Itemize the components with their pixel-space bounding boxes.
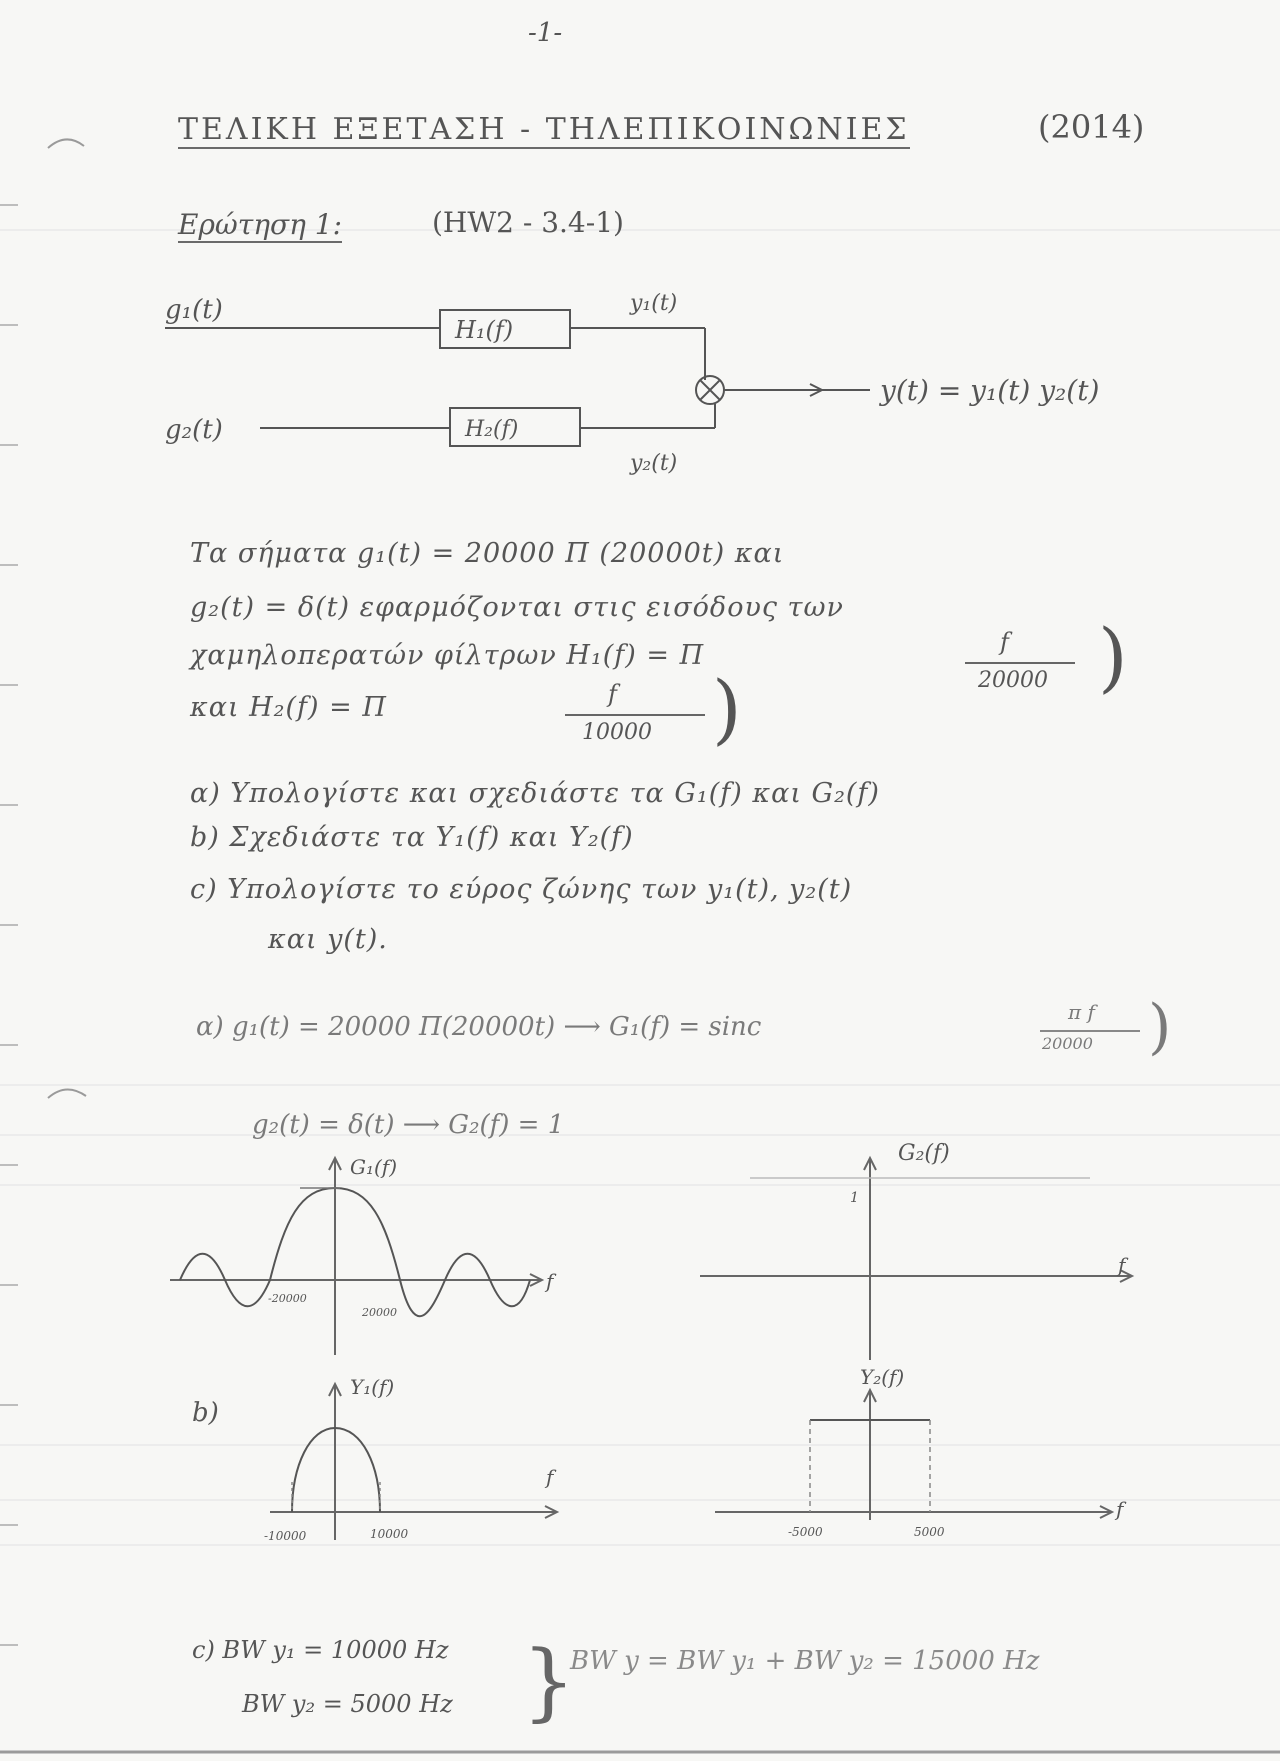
- sinc-fraction-bar: [1040, 1030, 1140, 1032]
- plot-y1: [250, 1370, 580, 1560]
- solution-c-result: BW y = BW y₁ + BW y₂ = 15000 Hz: [570, 1646, 1040, 1676]
- filter-h1-label: H₁(f): [455, 316, 514, 344]
- solution-a-line-1: α) g₁(t) = 20000 Π(20000t) ⟶ G₁(f) = sinc: [196, 1012, 762, 1042]
- h1-fraction-numerator: f: [1000, 628, 1009, 656]
- question-label: Ερώτηση 1:: [178, 208, 343, 241]
- title-year: (2014): [1038, 108, 1145, 146]
- h1-paren-right: ): [1098, 612, 1128, 701]
- plot-g2: [690, 1130, 1150, 1370]
- filter-h2-label: H₂(f): [465, 417, 519, 442]
- page-title: ΤΕΛΙΚΗ ΕΞΕΤΑΣΗ - ΤΗΛΕΠΙΚΟΙΝΩΝΙΕΣ: [178, 112, 910, 147]
- g2-level-label: 1: [850, 1190, 859, 1206]
- solution-c-line-1: c) BW y₁ = 10000 Hz: [192, 1636, 449, 1664]
- solution-c-brace: }: [522, 1632, 576, 1730]
- h2-paren-right: ): [712, 664, 742, 753]
- plot-y2: [710, 1360, 1150, 1550]
- problem-line-4: και H₂(f) = Π: [190, 692, 387, 723]
- y1-tick-negative: -10000: [264, 1529, 307, 1543]
- y1-xlabel: f: [546, 1465, 554, 1489]
- sinc-fraction-denominator: 20000: [1042, 1034, 1093, 1053]
- g2-ylabel: G₂(f): [898, 1141, 950, 1166]
- system-output-label: y(t) = y₁(t) y₂(t): [880, 374, 1100, 407]
- output-y2-label: y₂(t): [630, 451, 678, 476]
- y1-tick-positive: 10000: [370, 1527, 409, 1541]
- solution-a-line-2: g₂(t) = δ(t) ⟶ G₂(f) = 1: [252, 1110, 565, 1140]
- g2-xlabel: f: [1118, 1253, 1126, 1277]
- y2-xlabel: f: [1116, 1497, 1124, 1521]
- task-c-cont: και y(t).: [268, 924, 388, 955]
- task-b: b) Σχεδιάστε τα Y₁(f) και Y₂(f): [190, 822, 634, 853]
- sinc-paren-right: ): [1148, 992, 1172, 1062]
- output-y1-label: y₁(t): [630, 291, 678, 316]
- h2-fraction-numerator: f: [608, 680, 617, 708]
- problem-line-3: χαμηλοπερατών φίλτρων H₁(f) = Π: [190, 640, 705, 671]
- problem-line-2: g₂(t) = δ(t) εφαρμόζονται στις εισόδους των: [190, 592, 844, 623]
- g1-tick-negative: -20000: [268, 1292, 307, 1305]
- sinc-fraction-numerator: π f: [1068, 1000, 1095, 1024]
- h1-fraction-bar: [965, 662, 1075, 664]
- h1-fraction-denominator: 20000: [978, 668, 1048, 693]
- h2-fraction-bar: [565, 714, 705, 716]
- solution-b-label: b): [192, 1398, 219, 1428]
- task-a: α) Υπολογίστε και σχεδιάστε τα G₁(f) και G₂(f): [190, 778, 880, 809]
- g1-xlabel: f: [546, 1269, 554, 1293]
- h2-fraction-denominator: 10000: [582, 720, 652, 745]
- input-g2-label: g₂(t): [165, 415, 223, 445]
- input-g1-label: g₁(t): [165, 295, 223, 325]
- y2-tick-positive: 5000: [914, 1525, 945, 1539]
- g1-tick-positive: 20000: [362, 1306, 397, 1319]
- g1-ylabel: G₁(f): [350, 1155, 398, 1179]
- block-diagram: [150, 280, 1260, 480]
- solution-c-line-2: BW y₂ = 5000 Hz: [242, 1690, 453, 1718]
- question-reference: (HW2 - 3.4-1): [432, 206, 624, 239]
- y2-ylabel: Y₂(f): [860, 1365, 905, 1389]
- task-c: c) Υπολογίστε το εύρος ζώνης των y₁(t), y₂(t): [190, 874, 853, 905]
- g1-sinc-curve: [180, 1188, 530, 1316]
- problem-line-1: Τα σήματα g₁(t) = 20000 Π (20000t) και: [190, 538, 785, 569]
- y2-tick-negative: -5000: [788, 1525, 823, 1539]
- y1-ylabel: Y₁(f): [350, 1375, 395, 1399]
- page-number: -1-: [528, 18, 563, 48]
- plot-g1: [150, 1150, 570, 1370]
